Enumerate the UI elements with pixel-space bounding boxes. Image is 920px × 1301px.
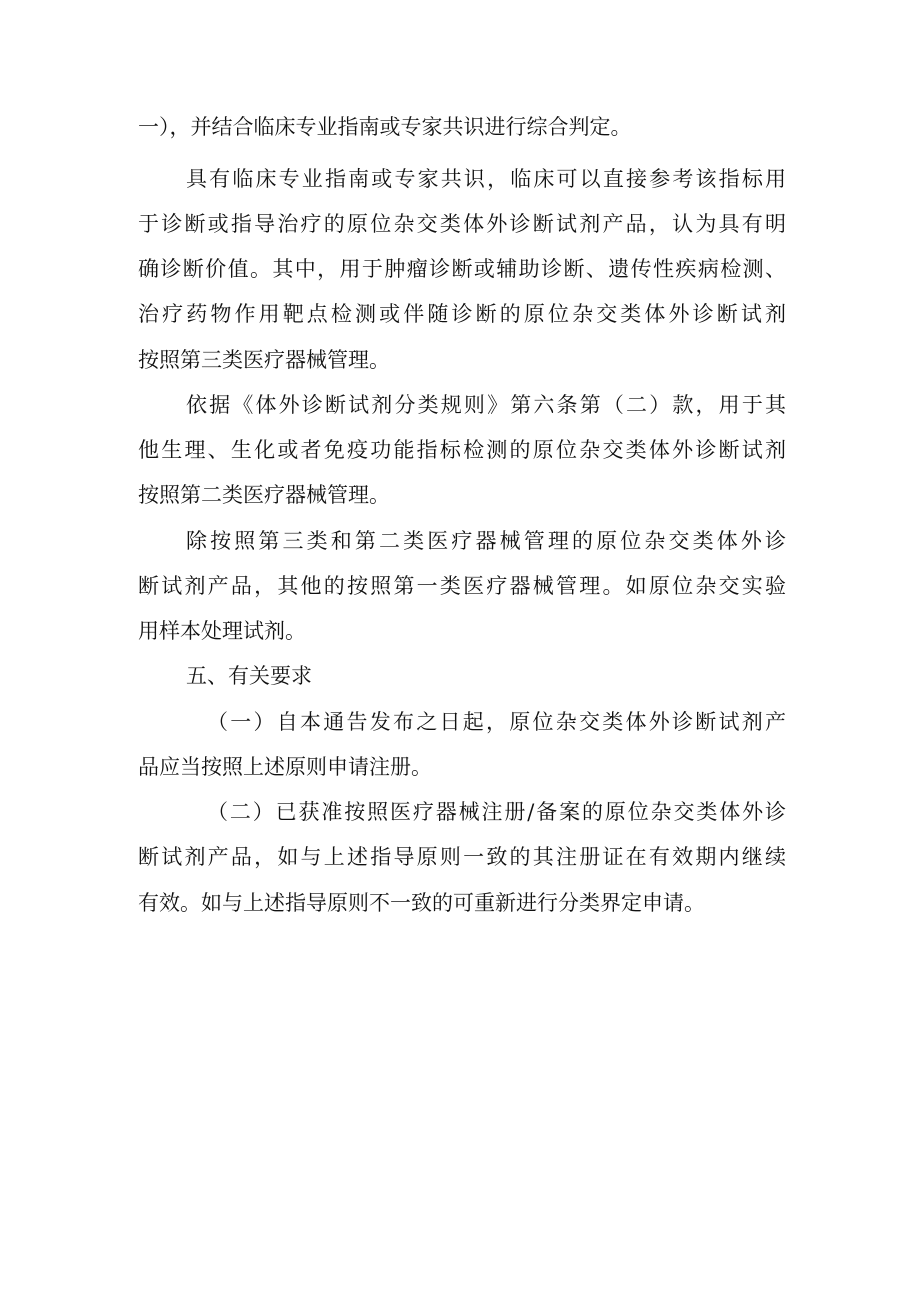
paragraph-line: （一）自本通告发布之日起，原位杂交类体外诊断试剂产 [207, 710, 786, 734]
paragraph-line: 有效。如与上述指导原则不一致的可重新进行分类界定申请。 [138, 891, 705, 915]
paragraph-line: 具有临床专业指南或专家共识，临床可以直接参考该指标用 [186, 167, 786, 191]
section-heading: 五、有关要求 [186, 664, 312, 688]
paragraph-line: 治疗药物作用靶点检测或伴随诊断的原位杂交类体外诊断试剂 [138, 302, 786, 326]
paragraph-line: 依据《体外诊断试剂分类规则》第六条第（二）款，用于其 [186, 393, 786, 417]
paragraph-line: 断试剂产品，其他的按照第一类医疗器械管理。如原位杂交实验 [138, 574, 786, 598]
paragraph-line: 于诊断或指导治疗的原位杂交类体外诊断试剂产品，认为具有明 [138, 212, 786, 236]
paragraph-line: 他生理、生化或者免疫功能指标检测的原位杂交类体外诊断试剂 [138, 438, 786, 462]
paragraph-line: 断试剂产品，如与上述指导原则一致的其注册证在有效期内继续 [138, 845, 786, 869]
paragraph-line: （二）已获准按照医疗器械注册/备案的原位杂交类体外诊 [207, 800, 786, 824]
paragraph-line: 按照第三类医疗器械管理。 [138, 348, 390, 372]
paragraph-line: 确诊断价值。其中，用于肿瘤诊断或辅助诊断、遗传性疾病检测、 [138, 257, 786, 281]
paragraph-line: 除按照第三类和第二类医疗器械管理的原位杂交类体外诊 [186, 529, 786, 553]
paragraph-line: 品应当按照上述原则申请注册。 [138, 755, 432, 779]
paragraph-line: 按照第二类医疗器械管理。 [138, 483, 390, 507]
paragraph-line: 用样本处理试剂。 [138, 619, 306, 643]
paragraph-line: 一），并结合临床专业指南或专家共识进行综合判定。 [138, 115, 632, 139]
